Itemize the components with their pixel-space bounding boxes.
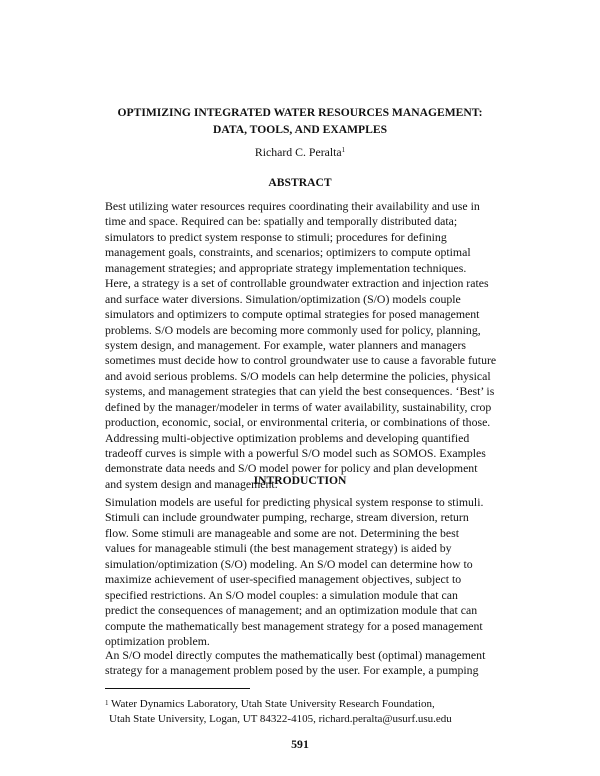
author-line — [0, 145, 600, 160]
abstract-line: and surface water diversions. Simulation/optimization (S/O) models couple — [105, 291, 461, 306]
intro-paragraph-1-line: specified restrictions. An S/O model couples: a simulation module that can — [105, 587, 458, 602]
abstract-line: time and space. Required can be: spatially and temporally distributed data; — [105, 214, 458, 229]
intro-paragraph-1-line: Stimuli can include groundwater pumping, recharge, stream diversion, return — [105, 510, 469, 525]
footnote-line-2: Utah State University, Logan, UT 84322-4105, richard.peralta@usurf.usu.edu — [109, 713, 452, 725]
intro-paragraph-1 — [105, 495, 499, 649]
abstract-line: systems, and management strategies that can yield the best consequences. ‘Best’ is — [105, 384, 495, 399]
abstract-line: system design, and management. For example, water planners and managers — [105, 337, 467, 352]
abstract-line: simulators and optimizers to compute optimal strategies for posed management — [105, 307, 480, 322]
abstract-line: defined by the manager/modeler in terms of water availability, sustainability, crop — [105, 399, 492, 414]
footnote-line-1 — [105, 697, 525, 712]
intro-paragraph-1-line: maximize achievement of user-specified management objectives, subject to — [105, 572, 462, 587]
abstract-line: management goals, constraints, and scenarios; optimizers to compute optimal — [105, 245, 471, 260]
abstract-body — [105, 199, 499, 492]
title-line-2: DATA, TOOLS, AND EXAMPLES — [212, 123, 388, 136]
footnote-divider — [105, 688, 250, 689]
abstract-line: Here, a strategy is a set of controllable groundwater extraction and injection rates — [105, 276, 489, 291]
abstract-line: Addressing multi-objective optimization problems and developing quantified — [105, 430, 470, 445]
abstract-line: simulators to predict system response to stimuli; procedures for defining — [105, 229, 447, 244]
abstract-line: tradeoff curves is simple with a powerful S/O model such as SOMOS. Examples — [105, 446, 486, 460]
intro-paragraph-1-line: predict the consequences of management; and an optimization module that can — [105, 603, 478, 618]
intro-paragraph-1-line: flow. Some stimuli are manageable and some are not. Determining the best — [105, 525, 460, 540]
intro-paragraph-1-line: simulation/optimization (S/O) modeling. An S/O model can determine how to — [105, 556, 473, 571]
intro-paragraph-2-line: An S/O model directly computes the mathematically best (optimal) management — [105, 648, 486, 662]
author-name: Richard C. Peralta — [254, 145, 342, 159]
intro-paragraph-1-line: values for manageable stimuli (the best management strategy) is aided by — [105, 541, 452, 556]
abstract-line: production, economic, social, or environmental criteria, or combinations of those. — [105, 415, 491, 430]
author-footnote-mark: 1 — [341, 146, 346, 154]
abstract-line: management strategies; and appropriate strategy implementation techniques. — [105, 260, 467, 275]
page-number: 591 — [291, 737, 309, 751]
footnote-mark: 1 — [105, 699, 109, 707]
intro-paragraph-1-line: optimization problem. — [105, 633, 210, 648]
abstract-line: and system design and management. — [105, 476, 278, 491]
intro-paragraph-1-line: Simulation models are useful for predicting physical system response to stimuli. — [105, 495, 484, 509]
intro-paragraph-2-line: strategy for a management problem posed by the user. For example, a pumping — [105, 663, 479, 678]
paper-title — [60, 104, 540, 138]
introduction-heading: INTRODUCTION — [253, 474, 347, 487]
footnote-text-1: Water Dynamics Laboratory, Utah State University Research Foundation, — [108, 698, 435, 710]
abstract-line: and avoid serious problems. S/O models can help determine the policies, physical — [105, 368, 491, 383]
abstract-line: problems. S/O models are becoming more commonly used for policy, planning, — [105, 322, 481, 337]
intro-paragraph-2 — [105, 648, 499, 679]
abstract-heading: ABSTRACT — [268, 176, 332, 189]
footnote — [105, 697, 525, 727]
abstract-line: Best utilizing water resources requires coordinating their availability and use in — [105, 199, 480, 213]
abstract-line: sometimes must decide how to control groundwater use to cause a favorable future — [105, 353, 497, 368]
intro-paragraph-1-line: compute the mathematically best management strategy for a posed management — [105, 618, 483, 633]
abstract-line: demonstrate data needs and S/O model power for policy and plan development — [105, 461, 478, 476]
title-line-1: OPTIMIZING INTEGRATED WATER RESOURCES MANAGEMENT: — [117, 106, 483, 119]
